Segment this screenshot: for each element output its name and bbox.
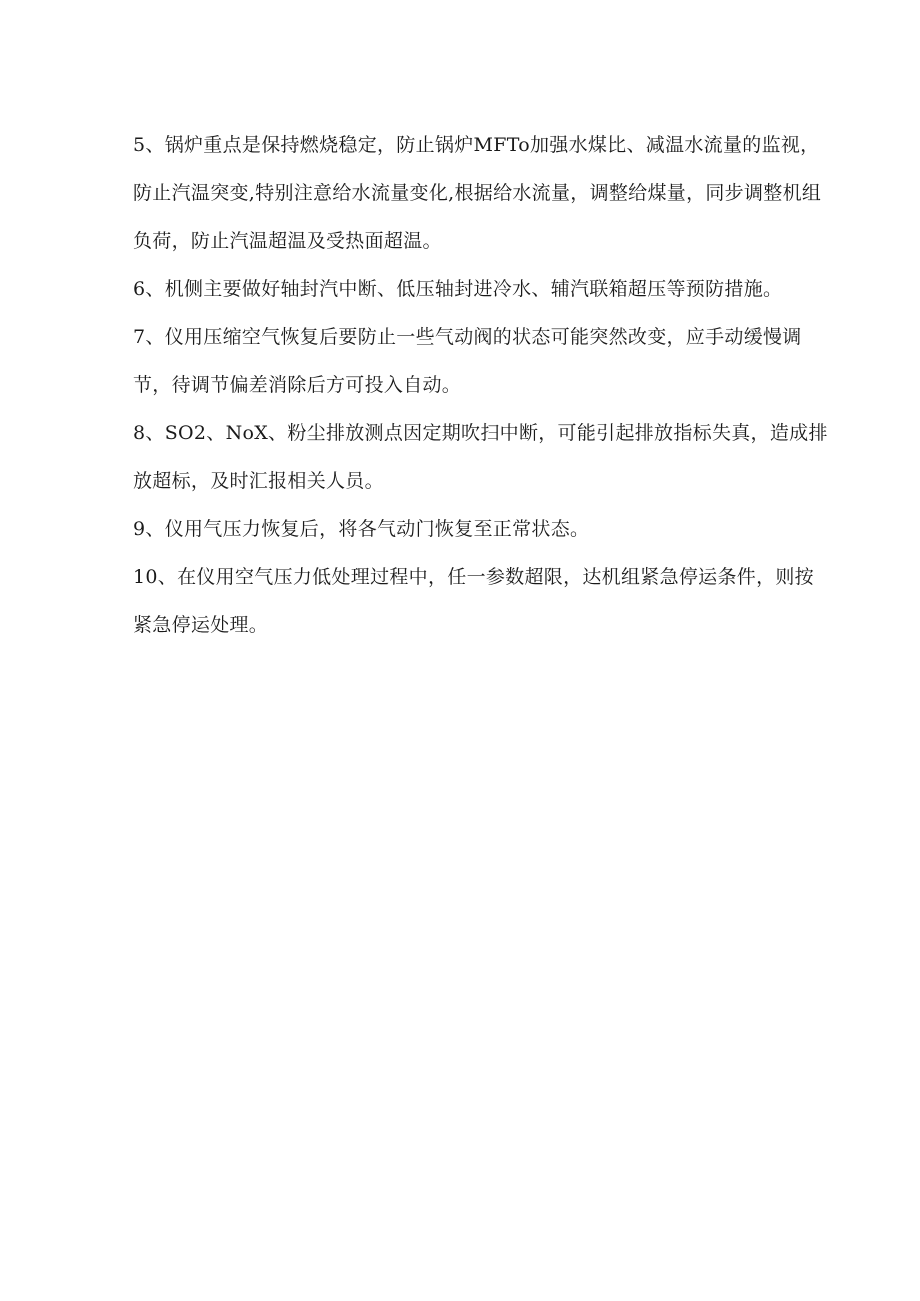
paragraph-item-7: 7、仪用压缩空气恢复后要防止一些气动阀的状态可能突然改变，应手动缓慢调节，待调节偏差消除后方可投入自动。 [133,326,802,396]
document-body [133,121,833,649]
paragraph-item-10: 10、在仪用空气压力低处理过程中，任一参数超限，达机组紧急停运条件，则按紧急停运处理。 [133,566,814,636]
paragraph-item-9: 9、仪用气压力恢复后，将各气动门恢复至正常状态。 [133,518,590,540]
paragraph-item-5: 5、锅炉重点是保持燃烧稳定，防止锅炉MFTo加强水煤比、减温水流量的监视，防止汽温突变,特别注意给水流量变化,根据给水流量，调整给煤量，同步调整机组负荷，防止汽温超温及受热面超温。 [133,134,822,252]
paragraph-item-6: 6、机侧主要做好轴封汽中断、低压轴封进冷水、辅汽联箱超压等预防措施。 [133,278,783,300]
paragraph-item-8: 8、SO2、NoX、粉尘排放测点因定期吹扫中断，可能引起排放指标失真，造成排放超标，及时汇报相关人员。 [133,422,828,492]
